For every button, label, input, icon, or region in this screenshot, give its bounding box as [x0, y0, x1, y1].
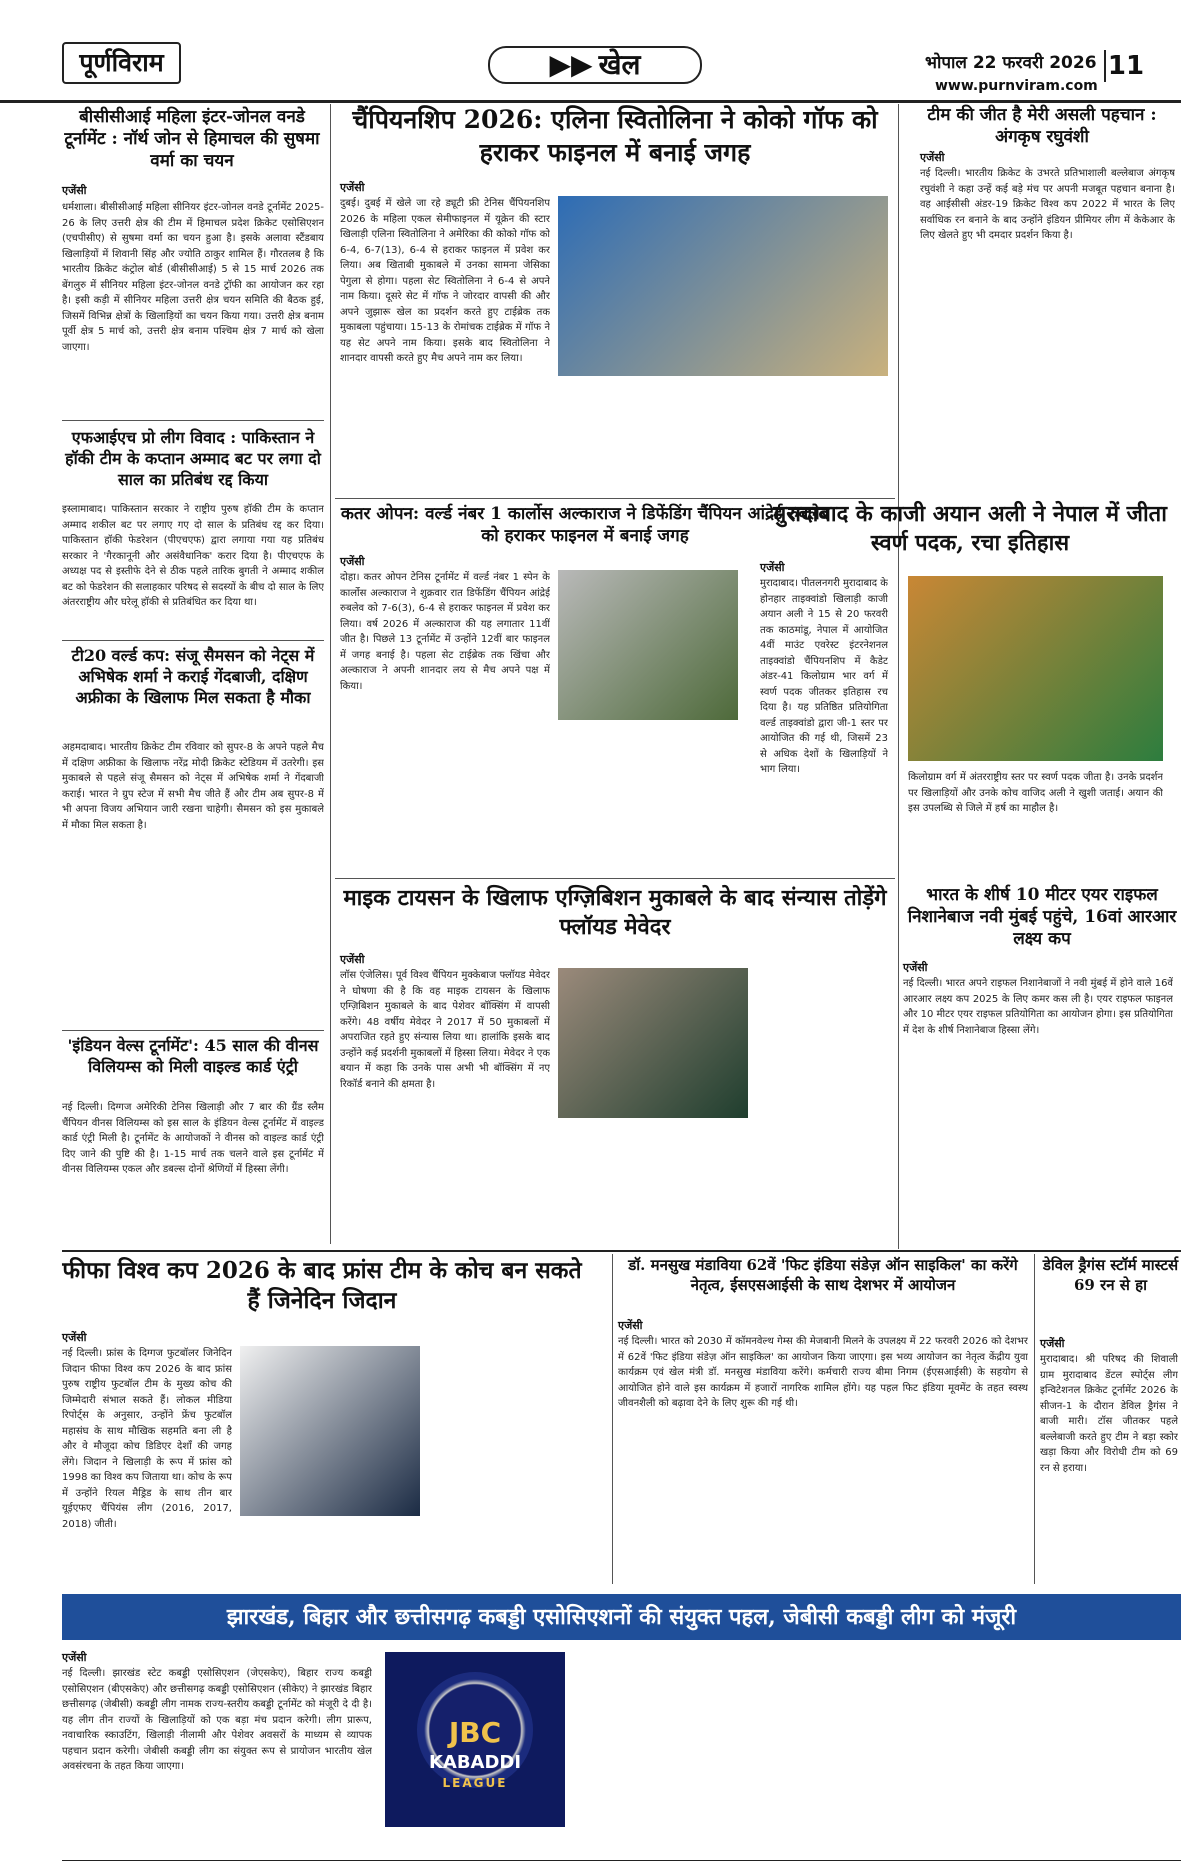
news-photo	[240, 1346, 420, 1516]
divider	[62, 1030, 324, 1031]
story-body: दुबई। दुबई में खेले जा रहे ड्यूटी फ्री टेनिस चैंपियनशिप 2026 के महिला एकल सेमीफाइनल में यूक्रेन की स्टार खिलाड़ी एलिना स्वितोलिना ने अमेरिका की कोको गॉफ को 6-4, 6-7(13), 6-4 से हराकर फाइनल में प्रवेश कर लिया। अब खिताबी मुकाबले में उनका सामना जेसिका पेगुला से होगा। पहला सेट स्वितोलिना ने 6-4 से अपने नाम किया। दूसरे सेट में गॉफ ने जोरदार वापसी की और अपने जुझारू खेल का प्रदर्शन करते हुए टाईब्रेक तक मुकाबला पहुंचाया। 15-13 के रोमांचक टाईब्रेक में गॉफ ने यह सेट अपने नाम किया। इसके बाद स्वितोलिना ने शानदार वापसी करते हुए मैच अपने नाम कर लिया।	[340, 198, 550, 364]
byline: एजेंसी	[340, 181, 365, 194]
story-body: मुरादाबाद। श्री परिषद की शिवाली ग्राम मुरादाबाद डेंटल स्पोर्ट्स लीग इन्विटेशनल क्रिकेट टूर्नामेंट 2026 के सीजन-1 के दौरान डेविल ड्रैगंस ने बाजी मारी। टॉस जीतकर पहले बल्लेबाजी करते हुए टीम ने बड़ा स्कोर खड़ा किया और विरोधी टीम को 69 रन से हराया।	[1040, 1354, 1178, 1474]
story-headline: डॉ. मनसुख मंडाविया 62वें 'फिट इंडिया संडेज़ ऑन साइकिल' का करेंगे नेतृत्व, ईसएसआईसी के साथ देशभर में आयोजन	[628, 1256, 1018, 1294]
section-name: खेल	[598, 48, 641, 81]
column-rule	[330, 104, 331, 1244]
story-body: नई दिल्ली। भारत को 2030 में कॉमनवेल्थ गेम्स की मेजबानी मिलने के उपलक्ष्य में 22 फरवरी 2026 को देशभर में 62वें 'फिट इंडिया संडेज़ ऑन साइकिल' का आयोजन किया जाएगा। इस भव्य आयोजन का नेतृत्व केंद्रीय युवा कार्यक्रम एवं खेल मंत्री डॉ. मनसुख मंडाविया करेंगे। कर्मचारी राज्य बीमा निगम (ईएसआईसी) के सहयोग से आयोजित होने वाले इस कार्यक्रम में हजारों नागरिक शामिल होंगे। यह पहल फिट इंडिया मूवमेंट के तहत स्वस्थ जीवनशैली को बढ़ावा देने के लिए शुरू की गई थी।	[618, 1336, 1028, 1409]
photo-caption: किलोग्राम वर्ग में अंतरराष्ट्रीय स्तर पर स्वर्ण पदक जीता है। उनके प्रदर्शन पर खिलाड़ियों और उनके कोच वाजिद अली ने खुशी जताई। अयान की इस उपलब्धि से जिले में हर्ष का माहौल है।	[908, 772, 1163, 814]
byline: एजेंसी	[62, 1651, 87, 1664]
story-headline: कतर ओपन: वर्ल्ड नंबर 1 कार्लोस अल्काराज ने डिफेंडिंग चैंपियन आंद्रेई रुबलेव को हराकर फाइनल में बनाई जगह	[340, 504, 830, 547]
byline: एजेंसी	[340, 953, 365, 966]
byline: एजेंसी	[1040, 1337, 1065, 1350]
story-headline: टीम की जीत है मेरी असली पहचान : अंगकृष रघुवंशी	[927, 105, 1157, 148]
page-number: 11	[1104, 50, 1146, 82]
story-headline: 'इंडियन वेल्स टूर्नामेंट': 45 साल की वीनस विलियम्स को मिली वाइल्ड कार्ड एंट्री	[67, 1036, 319, 1076]
story-headline: एफआईएच प्रो लीग विवाद : पाकिस्तान ने हॉकी टीम के कप्तान अम्माद बट पर लगा दो साल का प्रतिबंध रद्द किया	[65, 428, 321, 489]
double-arrow-icon: ▶▶	[549, 48, 593, 81]
story-body: धर्मशाला। बीसीसीआई महिला सीनियर इंटर-जोनल वनडे टूर्नामेंट 2025-26 के लिए उत्तरी क्षेत्र की टीम में हिमाचल प्रदेश क्रिकेट एसोसिएशन (एचपीसीए) से सुषमा वर्मा का चयन हुआ है। इसके अलावा स्टैंडबाय खिलाड़ियों में शिवानी सिंह और ज्योति ठाकुर शामिल हैं। गौरतलब है कि भारतीय क्रिकेट कंट्रोल बोर्ड (बीसीसीआई) 5 से 15 मार्च 2026 तक बेंगलुरु में सीनियर महिला इंटर-जोनल वनडे ट्रॉफी का आयोजन कर रहा है। इसी कड़ी में सीनियर महिला उत्तरी क्षेत्र चयन समिति की बैठक हुई, जिसमें विभिन्न क्षेत्रों के खिलाड़ियों का चयन किया गया। उत्तरी क्षेत्र बनाम पूर्वी क्षेत्र 5 मार्च को, उत्तरी क्षेत्र बनाम पश्चिम क्षेत्र 7 मार्च को खेला जाएगा।	[62, 202, 324, 353]
byline: एजेंसी	[618, 1319, 643, 1332]
news-photo	[558, 968, 748, 1118]
newspaper-brand: पूर्णविराम	[62, 42, 181, 84]
dateline: भोपाल 22 फरवरी 2026	[925, 53, 1097, 73]
story-headline: बीसीसीआई महिला इंटर-जोनल वनडे टूर्नामेंट : नॉर्थ जोन से हिमाचल की सुषमा वर्मा का चयन	[64, 107, 320, 172]
story-body: नई दिल्ली। दिग्गज अमेरिकी टेनिस खिलाड़ी और 7 बार की ग्रैंड स्लैम चैंपियन वीनस विलियम्स को इस साल के इंडियन वेल्स टूर्नामेंट में वाइल्ड कार्ड एंट्री मिली है। टूर्नामेंट के आयोजकों ने वीनस को वाइल्ड कार्ड एंट्री दिए जाने की पुष्टि की है। 1-15 मार्च तक चलने वाले इस टूर्नामेंट में वीनस विलियम्स एकल और डबल्स दोनों श्रेणियों में हिस्सा लेंगी।	[62, 1102, 324, 1175]
byline: एजेंसी	[62, 184, 87, 197]
story-body: नई दिल्ली। भारतीय क्रिकेट के उभरते प्रतिभाशाली बल्लेबाज अंगकृष रघुवंशी ने कहा उन्हें कई बड़े मंच पर अपनी मजबूत पहचान बनाना है। वह आईसीसी अंडर-19 क्रिकेट विश्व कप 2022 में भारत के लिए सर्वाधिक रन बनाने के बाद उन्होंने इंडियन प्रीमियर लीग में केकेआर के लिए खेलते हुए भी दमदार प्रदर्शन किया है।	[920, 168, 1175, 241]
byline: एजेंसी	[903, 961, 928, 974]
story-headline: माइक टायसन के खिलाफ एग्ज़िबिशन मुकाबले के बाद संन्यास तोड़ेंगे फ्लॉयड मेवेदर	[343, 885, 887, 940]
column-rule	[1034, 1254, 1035, 1584]
byline: एजेंसी	[760, 561, 785, 574]
kabaddi-logo	[385, 1652, 565, 1827]
lead-headline: चैंपियनशिप 2026: एलिना स्वितोलिना ने कोको गॉफ को हराकर फाइनल में बनाई जगह	[352, 105, 878, 167]
section-label	[488, 46, 702, 84]
news-photo	[558, 196, 888, 376]
byline: एजेंसी	[340, 555, 365, 568]
kabaddi-banner-headline: झारखंड, बिहार और छत्तीसगढ़ कबड्डी एसोसिएशनों की संयुक्त पहल, जेबीसी कबड्डी लीग को मंजूरी	[62, 1594, 1181, 1640]
logo-text: LEAGUE	[442, 1776, 508, 1790]
divider	[62, 640, 324, 641]
story-headline: टी20 वर्ल्ड कप: संजू सैमसन को नेट्स में अभिषेक शर्मा ने कराई गेंदबाजी, दक्षिण अफ्रीका के खिलाफ मिल सकता है मौका	[71, 646, 315, 707]
logo-text: KABADDI	[428, 1752, 522, 1773]
story-body: लॉस एंजेलिस। पूर्व विश्व चैंपियन मुक्केबाज फ्लॉयड मेवेदर ने घोषणा की है कि वह माइक टायसन के खिलाफ एग्ज़िबिशन मुकाबले के बाद पेशेवर बॉक्सिंग में वापसी करेंगे। 48 वर्षीय मेवेदर ने 2017 में 50 मुकाबलों में अपराजित रहते हुए संन्यास लिया था। हालांकि इसके बाद उन्होंने कई प्रदर्शनी मुकाबलों में हिस्सा लिया। मेवेदर ने एक बयान में कहा कि उनके पास अभी भी बॉक्सिंग में नए रिकॉर्ड बनाने की क्षमता है।	[340, 970, 550, 1090]
news-photo	[908, 576, 1163, 761]
story-body: नई दिल्ली। भारत अपने राइफल निशानेबाजों ने नवी मुंबई में होने वाले 16वें आरआर लक्ष्य कप 2025 के लिए कमर कस ली है। एयर राइफल फाइनल और 10 मीटर एयर राइफल प्रतियोगिता का आयोजन होगा। इस प्रतियोगिता में देश के शीर्ष निशानेबाज हिस्सा लेंगे।	[903, 978, 1173, 1036]
news-photo	[558, 570, 738, 720]
byline: एजेंसी	[62, 1331, 87, 1344]
divider	[335, 878, 895, 879]
story-headline: भारत के शीर्ष 10 मीटर एयर राइफल निशानेबाज नवी मुंबई पहुंचे, 16वां आरआर लक्ष्य कप	[907, 885, 1177, 950]
byline: एजेंसी	[920, 151, 945, 164]
divider	[62, 420, 324, 421]
divider	[335, 498, 895, 499]
story-headline: डेविल ड्रैगंस स्टॉर्म मास्टर्स 69 रन से हा	[1042, 1256, 1179, 1294]
story-body: नई दिल्ली। फ्रांस के दिग्गज फुटबॉलर जिनेदिन जिदान फीफा विश्व कप 2026 के बाद फ्रांस पुरुष राष्ट्रीय फुटबॉल टीम के मुख्य कोच की जिम्मेदारी संभाल सकते हैं। लोकल मीडिया रिपोर्ट्स के अनुसार, उन्होंने फ्रेंच फुटबॉल महासंघ के साथ मौखिक सहमति बना ली है और वे मौजूदा कोच डिडिएर देशाँ की जगह लेंगे। जिदान ने खिलाड़ी के रूप में फ्रांस को 1998 का विश्व कप जिताया था। कोच के रूप में उन्होंने रियल मैड्रिड के साथ तीन बार यूईएफए चैंपियंस लीग (2016, 2017, 2018) जीती।	[62, 1348, 232, 1530]
story-body: अहमदाबाद। भारतीय क्रिकेट टीम रविवार को सुपर-8 के अपने पहले मैच में दक्षिण अफ्रीका के खिलाफ नरेंद्र मोदी क्रिकेट स्टेडियम में उतरेगी। इस मुकाबले से पहले संजू सैमसन को नेट्स में अभिषेक शर्मा ने गेंदबाजी कराई। भारत ने ग्रुप स्टेज में सभी मैच जीते हैं और टीम अब सुपर-8 में भी अपना विजय अभियान जारी रखना चाहेगी। सैमसन को इस मुकाबले में मौका मिल सकता है।	[62, 742, 324, 831]
column-rule	[612, 1254, 613, 1584]
story-body: मुरादाबाद। पीतलनगरी मुरादाबाद के होनहार ताइक्वांडो खिलाड़ी काजी अयान अली ने 15 से 20 फरवरी तक काठमांडू, नेपाल में आयोजित 4वीं माउंट एवरेस्ट इंटरनेशनल ताइक्वांडो चैंपियनशिप में कैडेट अंडर-41 किलोग्राम भार वर्ग में स्वर्ण पदक जीतकर इतिहास रच दिया है। यह प्रतिष्ठित प्रतियोगिता वर्ल्ड ताइक्वांडो द्वारा जी-1 स्तर पर आयोजित की गई थी, जिसमें 23 से अधिक देशों के खिलाड़ियों ने भाग लिया।	[760, 578, 888, 775]
website-url: www.purnviram.com	[935, 78, 1098, 94]
story-body: नई दिल्ली। झारखंड स्टेट कबड्डी एसोसिएशन (जेएसकेए), बिहार राज्य कबड्डी एसोसिएशन (बीएसकेए) और छत्तीसगढ़ कबड्डी एसोसिएशन (सीकेए) ने झारखंड बिहार छत्तीसगढ़ (जेबीसी) कबड्डी लीग नामक राज्य-स्तरीय कबड्डी टूर्नामेंट को मंजूरी दे दी है। यह लीग तीन राज्यों के खिलाड़ियों को एक बड़ा मंच प्रदान करेगी। लीग प्रारूप, नवाचारिक स्काउटिंग, खिलाड़ी नीलामी और पेशेवर अवसरों के माध्यम से व्यापक पहचान प्रदान करेगी। जेबीसी कबड्डी लीग का संयुक्त रूप से प्रायोजन भारतीय खेल अवसंरचना के तहत किया जाएगा।	[62, 1668, 372, 1772]
divider	[62, 1250, 1181, 1252]
story-body: इस्लामाबाद। पाकिस्तान सरकार ने राष्ट्रीय पुरुष हॉकी टीम के कप्तान अम्माद शकील बट पर लगाए गए दो साल के प्रतिबंध रद्द कर दिया। पाकिस्तान हॉकी फेडरेशन (पीएचएफ) द्वारा लगाया गया यह प्रतिबंध सरकार ने 'गैरकानूनी और असंवैधानिक' करार दिया है। पीएचएफ के अध्यक्ष पद से इस्तीफे देने से ठीक पहले तारिक बुगती ने अम्माद शकील बट को फेडरेशन की सलाहकार परिषद से सदस्यों के बीच दो साल के लिए अंतरराष्ट्रीय और घरेलू हॉकी से प्रतिबंधित कर दिया था।	[62, 504, 324, 608]
footer-rule	[62, 1860, 1181, 1861]
column-rule	[898, 104, 899, 1249]
story-headline: मुरादाबाद के काजी अयान अली ने नेपाल में जीता स्वर्ण पदक, रचा इतिहास	[773, 501, 1167, 556]
story-body: दोहा। कतर ओपन टेनिस टूर्नामेंट में वर्ल्ड नंबर 1 स्पेन के कार्लोस अल्काराज ने शुक्रवार रात डिफेंडिंग चैंपियन आंद्रेई रुबलेव को 7-6(3), 6-4 से हराकर फाइनल में प्रवेश कर लिया। वर्ष 2026 में अल्काराज की यह लगातार 11वीं जीत है। पिछले 13 टूर्नामेंट में उन्होंने 12वीं बार फाइनल में जगह बनाई है। पहला सेट टाईब्रेक तक खिंचा और अल्काराज ने अपनी शानदार लय से मैच अपने पक्ष में किया।	[340, 572, 550, 692]
logo-text: JBC	[448, 1716, 502, 1749]
story-headline: फीफा विश्व कप 2026 के बाद फ्रांस टीम के कोच बन सकते हैं जिनेदिन जिदान	[62, 1257, 582, 1314]
